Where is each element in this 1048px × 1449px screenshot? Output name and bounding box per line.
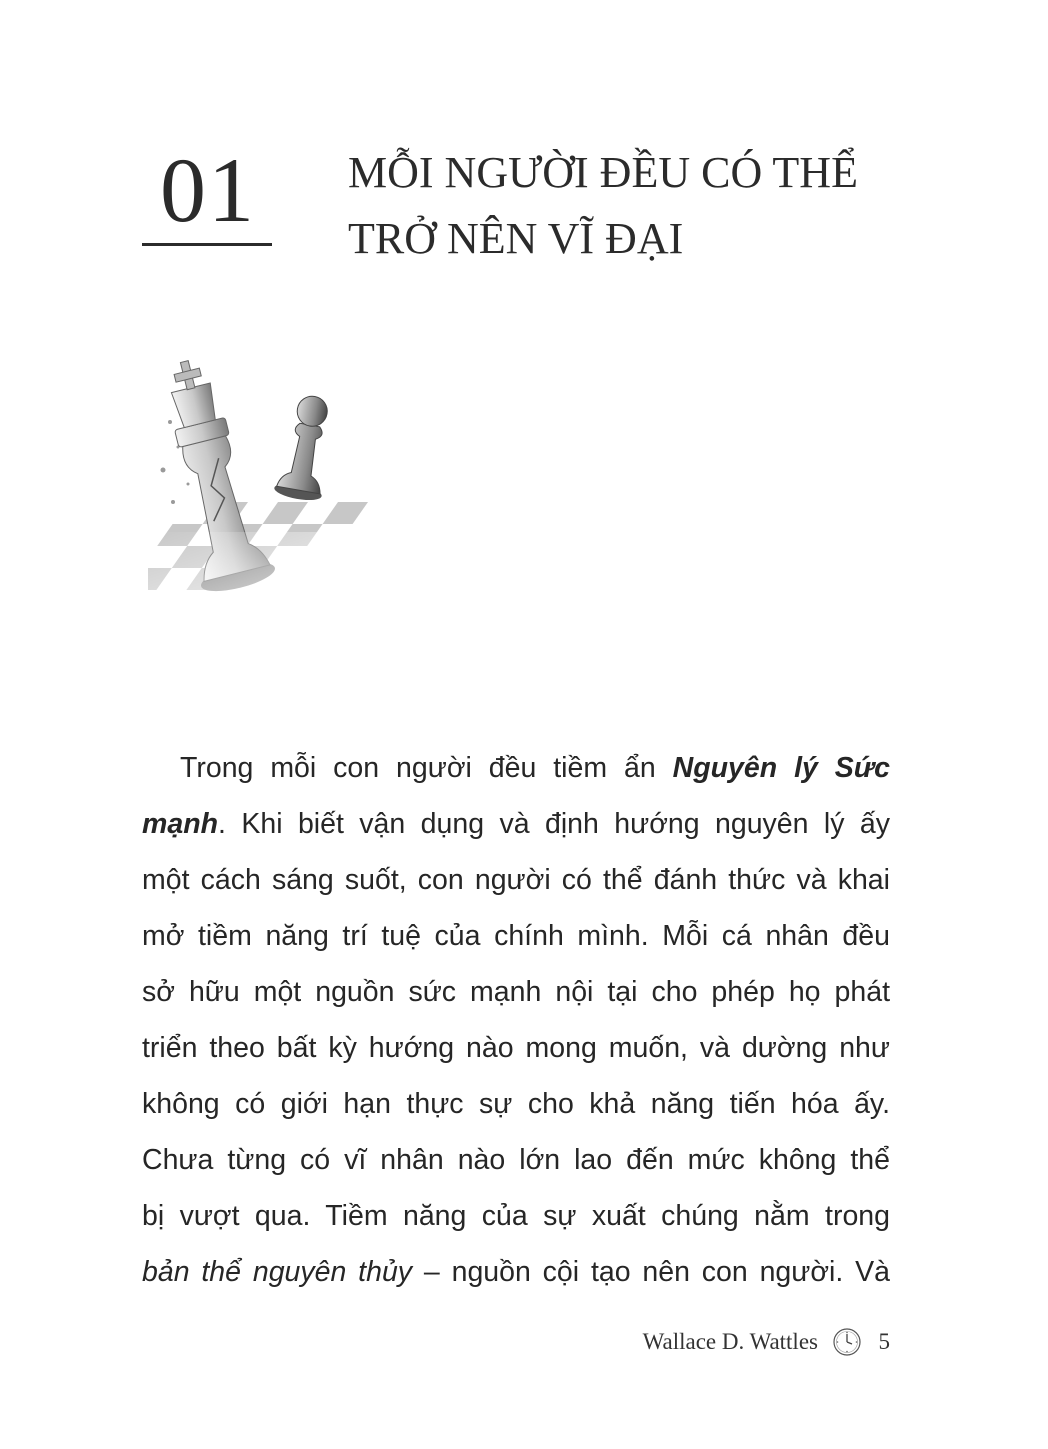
body-line [142, 1244, 890, 1300]
page-footer [560, 1322, 890, 1362]
body-text-run: . Khi biết vận dụng và định hướng nguyên lý ấy [218, 808, 890, 840]
emphasis-term: mạnh [142, 808, 219, 840]
body-line: không có giới hạn thực sự cho khả năng tiến hóa ấy. [142, 1088, 890, 1120]
body-line: Chưa từng có vĩ nhân nào lớn lao đến mức không thể [142, 1144, 890, 1176]
body-text-run: – nguồn cội tạo nên con người. Và [412, 1256, 890, 1288]
chapter-title [348, 140, 948, 272]
page-number: 5 [878, 1329, 890, 1354]
clock-icon [832, 1327, 862, 1357]
body-line: triển theo bất kỳ hướng nào mong muốn, và dường như [142, 1032, 890, 1064]
body-line: mở tiềm năng trí tuệ của chính mình. Mỗi cá nhân đều [142, 920, 890, 952]
italic-term: bản thể nguyên thủy [142, 1256, 413, 1288]
chapter-number: 01 [160, 139, 256, 241]
footer-author: Wallace D. Wattles [642, 1329, 818, 1354]
chapter-title-line: TRỞ NÊN VĨ ĐẠI [348, 214, 684, 263]
chapter-number-underline [142, 243, 272, 246]
chapter-title-line: MỖI NGƯỜI ĐỀU CÓ THỂ [348, 148, 858, 197]
body-paragraph [142, 740, 890, 1300]
emphasis-term: Nguyên lý Sức [672, 752, 890, 784]
body-line [142, 796, 890, 852]
body-line [142, 740, 890, 796]
chess-king-pawn-icon [148, 352, 398, 612]
body-line: sở hữu một nguồn sức mạnh nội tại cho phép họ phát [142, 976, 890, 1008]
body-line: bị vượt qua. Tiềm năng của sự xuất chúng nằm trong [142, 1200, 890, 1232]
body-text-run: Trong mỗi con người đều tiềm ẩn [180, 752, 673, 784]
body-line: một cách sáng suốt, con người có thể đánh thức và khai [142, 864, 890, 896]
